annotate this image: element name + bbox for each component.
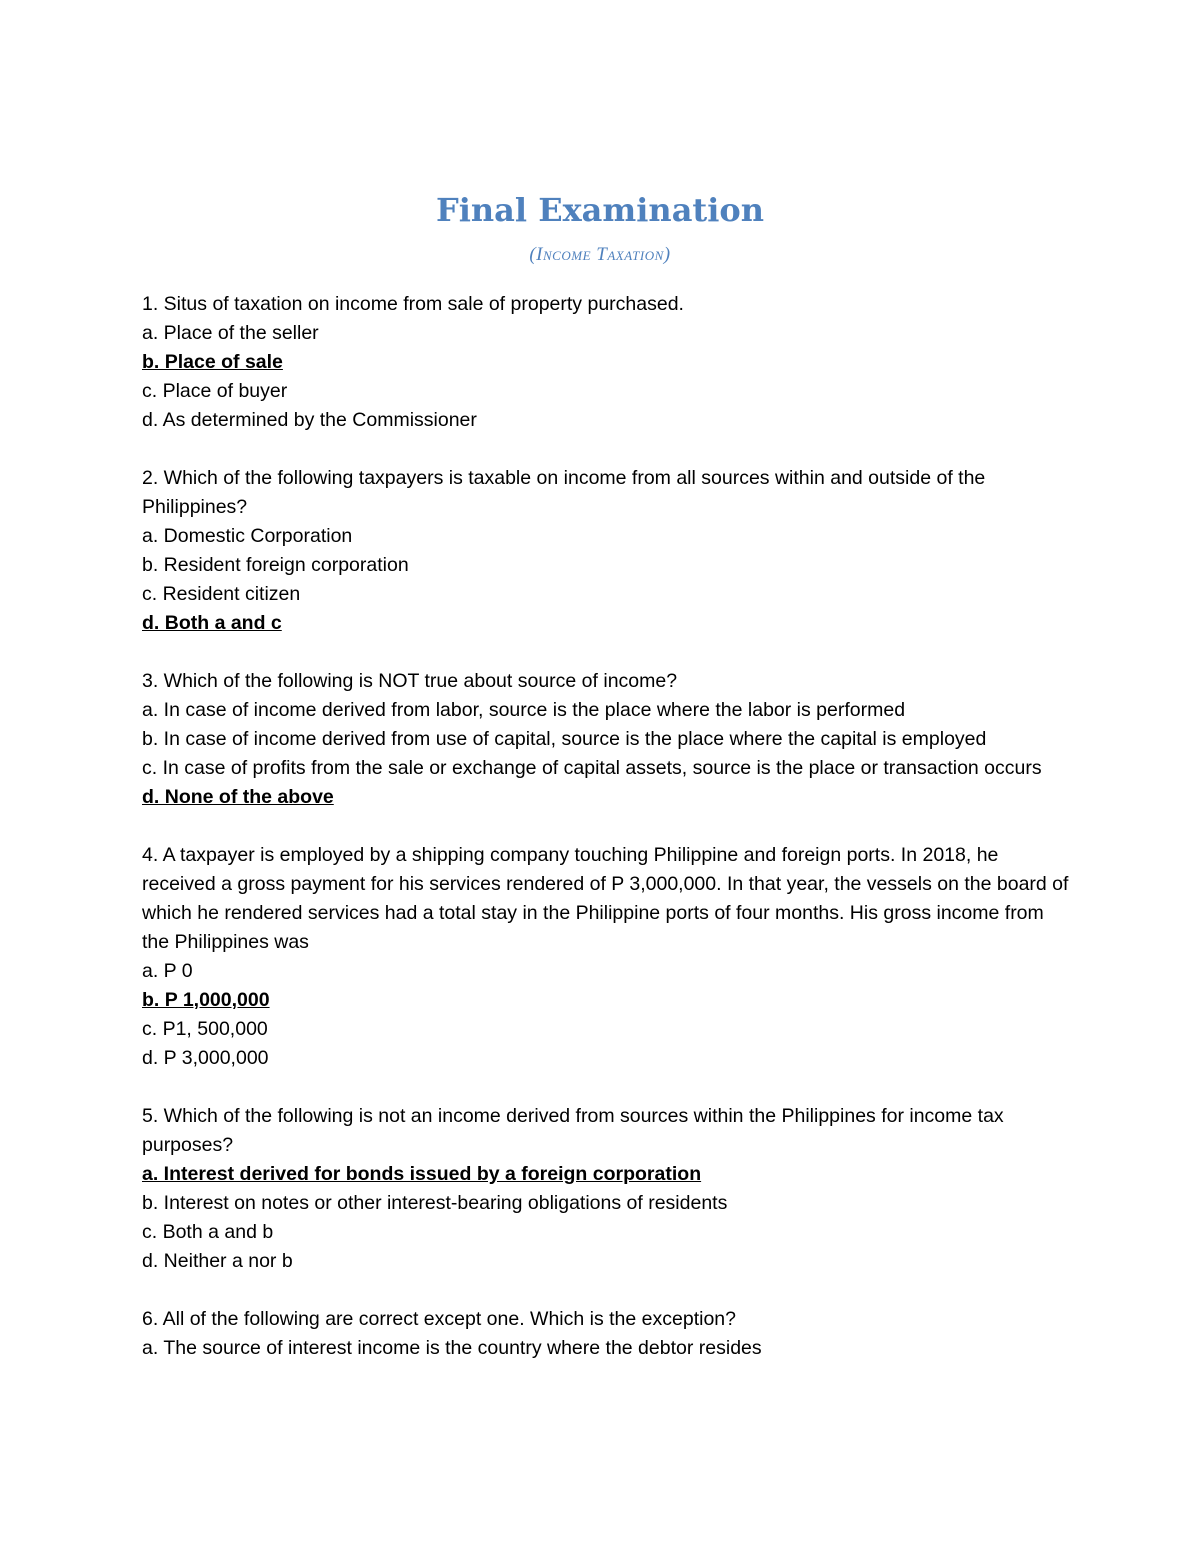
option: d. As determined by the Commissioner — [142, 409, 477, 431]
option: c. Resident citizen — [142, 583, 301, 605]
document-subtitle: (Income Taxation) — [529, 244, 671, 265]
question-text: 5. Which of the following is not an income derived from sources within the Philippines for income tax purposes? — [142, 1105, 1004, 1156]
document-title: Final Examination — [436, 191, 764, 229]
option: d. Neither a nor b — [142, 1250, 293, 1272]
question-text: 3. Which of the following is NOT true about source of income? — [142, 670, 678, 692]
question-4 — [142, 841, 1072, 1073]
option: c. P1, 500,000 — [142, 1018, 268, 1040]
option: c. In case of profits from the sale or exchange of capital assets, source is the place or transaction occurs — [142, 757, 1042, 779]
question-2 — [142, 464, 1072, 638]
question-list — [142, 290, 1072, 1392]
question-text: 1. Situs of taxation on income from sale of property purchased. — [142, 293, 684, 315]
option: c. Both a and b — [142, 1221, 274, 1243]
option: a. The source of interest income is the country where the debtor resides — [142, 1337, 762, 1359]
question-text: 4. A taxpayer is employed by a shipping company touching Philippine and foreign ports. In 2018, he received a gross payment for his services rendered of P 3,000,000. In that year, the vessels on the board of which he rendered services had a total stay in the Philippine ports of four months. His gross income from the Philippines was — [142, 844, 1069, 953]
correct-option: b. P 1,000,000 — [142, 989, 270, 1011]
question-6 — [142, 1305, 1072, 1363]
question-3 — [142, 667, 1072, 812]
option: a. Domestic Corporation — [142, 525, 353, 547]
option: a. P 0 — [142, 960, 193, 982]
option: b. In case of income derived from use of capital, source is the place where the capital is employed — [142, 728, 987, 750]
question-5 — [142, 1102, 1072, 1276]
option: a. Place of the seller — [142, 322, 319, 344]
option: b. Interest on notes or other interest-bearing obligations of residents — [142, 1192, 728, 1214]
question-text: 6. All of the following are correct except one. Which is the exception? — [142, 1308, 736, 1330]
correct-option: d. Both a and c — [142, 612, 282, 634]
option: d. P 3,000,000 — [142, 1047, 269, 1069]
question-text: 2. Which of the following taxpayers is taxable on income from all sources within and outside of the Philippines? — [142, 467, 986, 518]
correct-option: d. None of the above — [142, 786, 334, 808]
option: a. In case of income derived from labor, source is the place where the labor is performed — [142, 699, 906, 721]
option: b. Resident foreign corporation — [142, 554, 409, 576]
question-1 — [142, 290, 1072, 435]
option: c. Place of buyer — [142, 380, 288, 402]
correct-option: b. Place of sale — [142, 351, 283, 373]
correct-option: a. Interest derived for bonds issued by a foreign corporation — [142, 1163, 702, 1185]
